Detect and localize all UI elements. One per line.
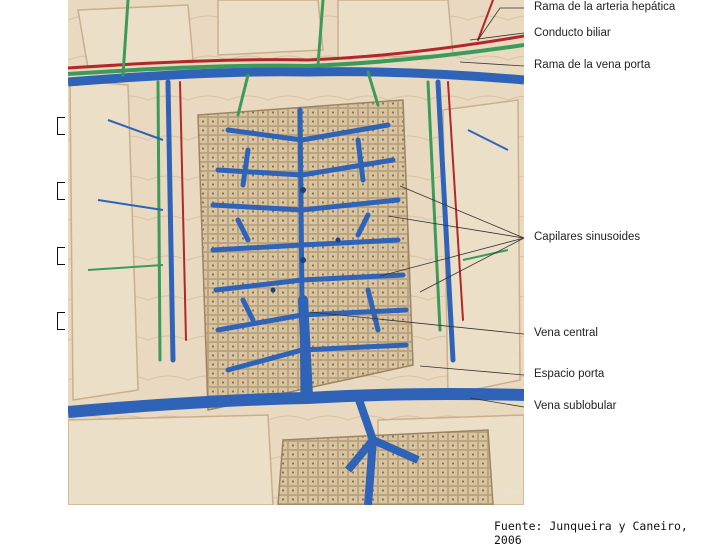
label-bile-duct: Conducto biliar	[534, 27, 611, 39]
label-sinusoid-capillaries: Capilares sinusoides	[534, 231, 641, 243]
bracket-marker	[57, 182, 65, 200]
label-hepatic-artery: Rama de la arteria hepática	[534, 1, 676, 13]
source-citation: Fuente: Junqueira y Caneiro, 2006	[494, 519, 688, 547]
bracket-marker	[57, 117, 65, 135]
label-sublobular-vein: Vena sublobular	[534, 400, 617, 412]
label-portal-space: Espacio porta	[534, 368, 605, 380]
bracket-marker	[57, 247, 65, 265]
bracket-marker	[57, 312, 65, 330]
source-fragment: Fuen	[500, 488, 522, 498]
label-central-vein: Vena central	[534, 327, 598, 339]
label-portal-vein: Rama de la vena porta	[534, 59, 651, 71]
